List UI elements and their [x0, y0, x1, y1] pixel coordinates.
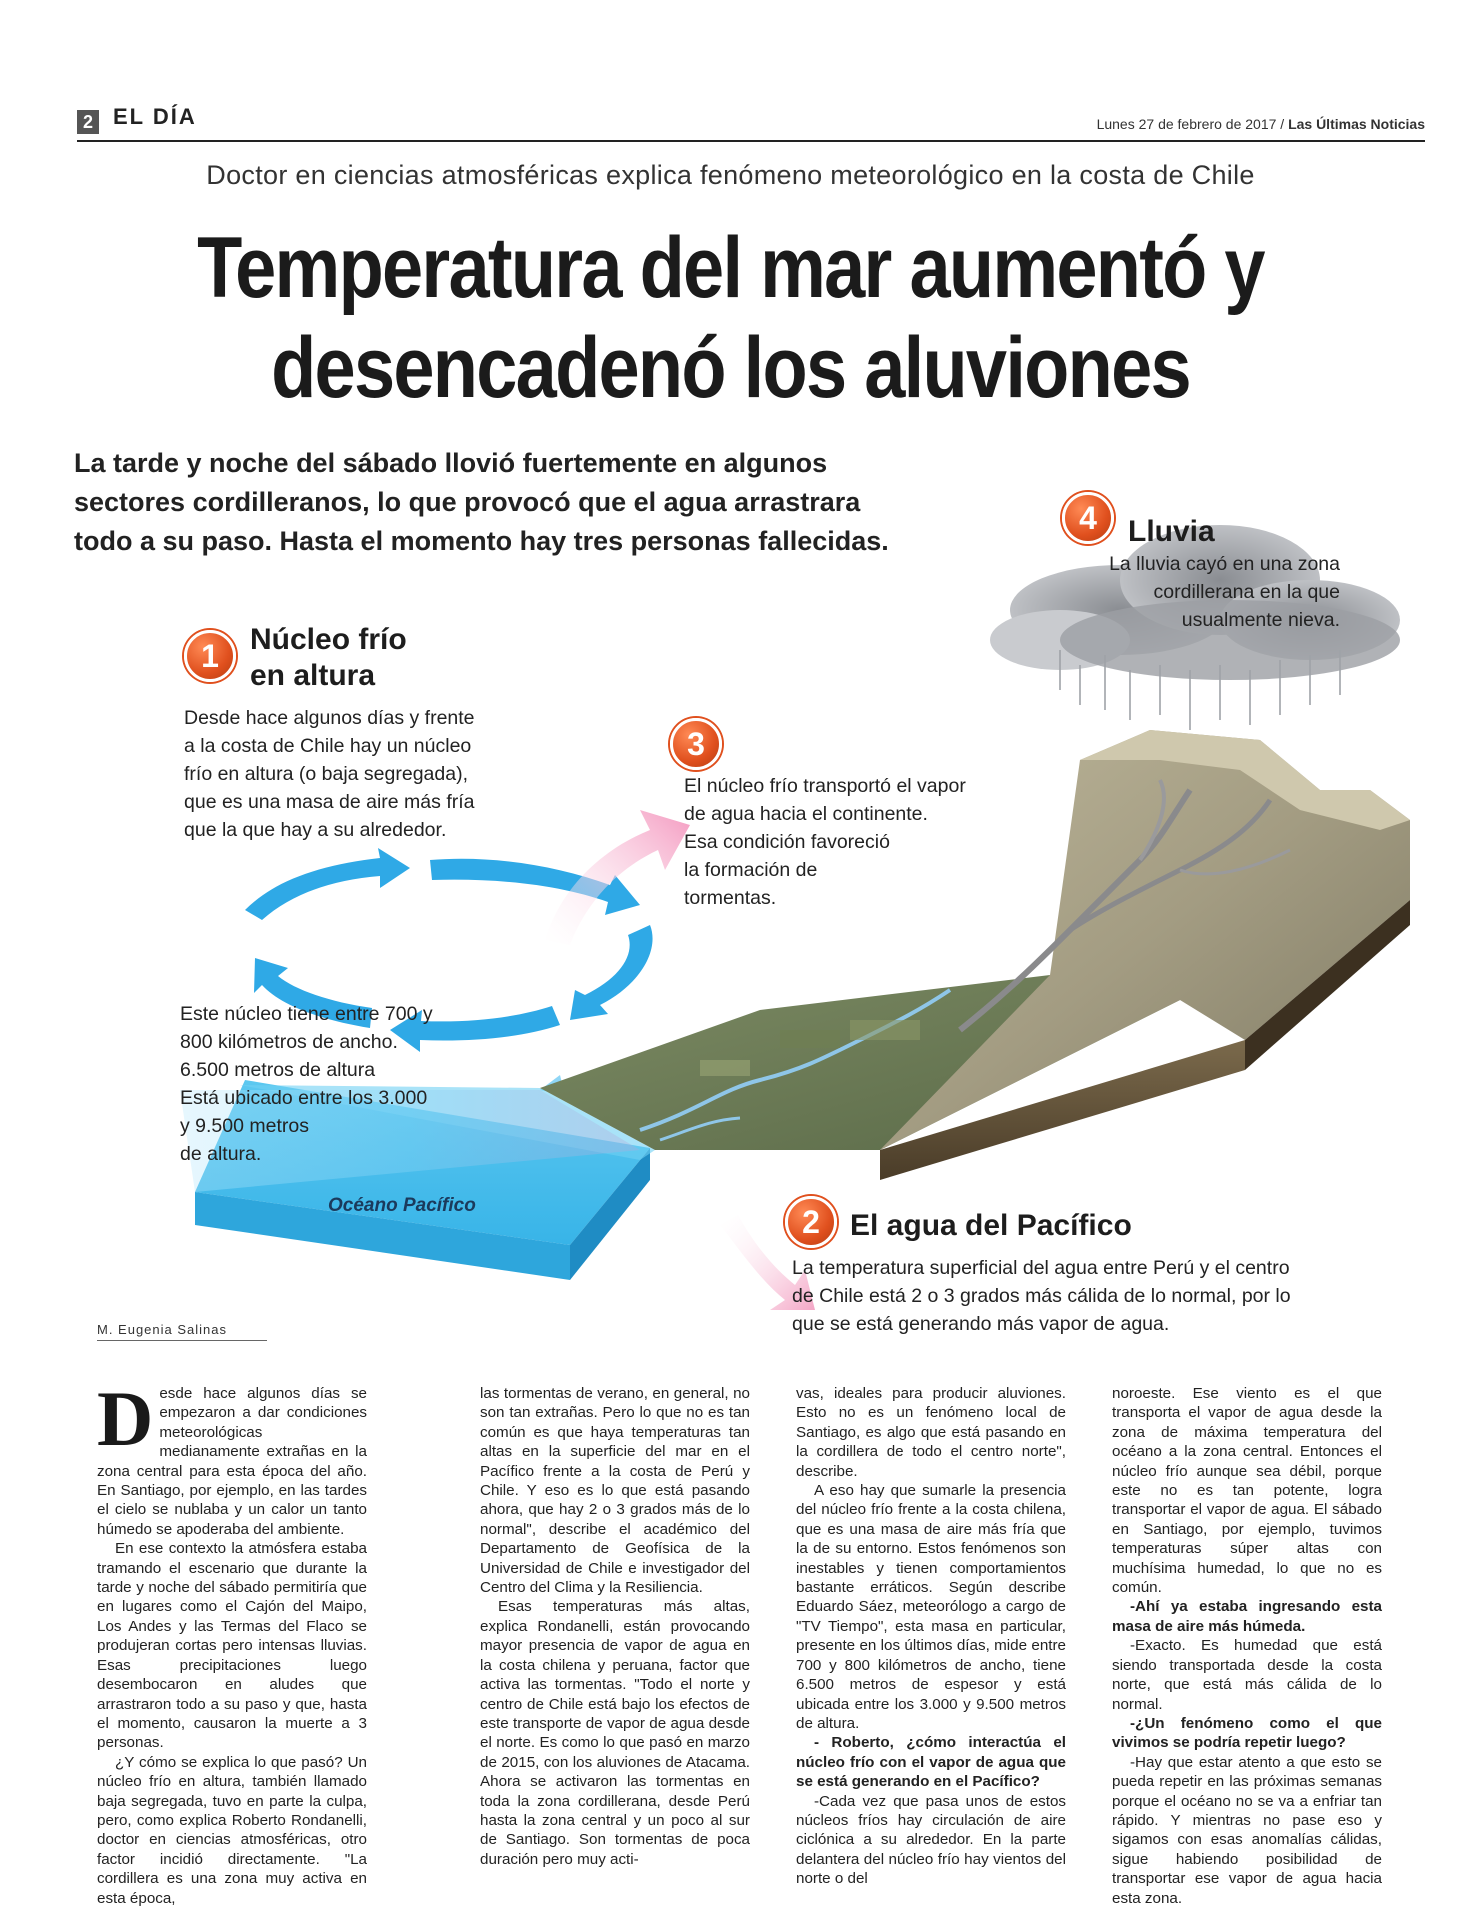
- text-line: Desde hace algunos días y frente: [184, 707, 475, 729]
- paragraph: noroeste. Ese viento es el que transporta el vapor de agua desde la zona de máxima temperatura del océano a la zona central. Entonces el núcleo frío aunque sea débil, porque este no es tan potente, logra transportar el vapor de agua. El sábado en Santiago, por ejemplo, tuvimos temperaturas súper altas con muchísima humedad, lo que no es común.: [1112, 1385, 1382, 1597]
- newspaper-name: Las Últimas Noticias: [1288, 116, 1425, 132]
- page-number: 2: [77, 110, 99, 134]
- lead-line: La tarde y noche del sábado llovió fuertemente en algunos: [74, 448, 828, 478]
- paragraph: -Hay que estar atento a que esto se pueda repetir en las próximas semanas porque el océano no se va a enfriar tan rápido. Y mientras no pase eso y sigamos con esas anomalías cálidas, sigue habiendo posibilidad de transportar ese vapor de agua hacia esta zona.: [1112, 1753, 1382, 1907]
- paragraph: -Cada vez que pasa unos de estos núcleos fríos hay circulación de aire ciclónica a su alrededor. En la parte delantera del núcleo frío hay vientos del norte o del: [796, 1792, 1066, 1888]
- headline: [154, 218, 1307, 418]
- step-3-badge: 3: [670, 718, 722, 770]
- text-line: de agua hacia el continente.: [684, 803, 928, 825]
- paragraph: En ese contexto la atmósfera estaba tramando el escenario que durante la tarde y noche del sábado permitiría que en lugares como el Cajón del Maipo, Los Andes y las Termas del Flaco se produjeran cortas pero intensas lluvias. Esas precipitaciones luego desembocaron en aludes que arrastraron todo a su paso y que, hasta el momento, causaron la muerte a 3 personas.: [97, 1540, 367, 1752]
- text-line: a la costa de Chile hay un núcleo: [184, 735, 472, 757]
- text-line: que es una masa de aire más fría: [184, 791, 475, 813]
- step-1-description: [184, 704, 475, 844]
- paragraph-text: esde hace algunos días se empezaron a dar condiciones meteorológicas medianamente extrañas en la zona central para esta época del año. En Santiago, por ejemplo, en las tardes el cielo se nublaba y un calor un tanto húmedo se apoderaba del ambiente.: [97, 1385, 367, 1538]
- ocean-label: Océano Pacífico: [328, 1195, 476, 1216]
- paragraph: [97, 1375, 367, 1539]
- text-line: La lluvia cayó en una zona: [1109, 553, 1340, 575]
- interview-question: -Ahí ya estaba ingresando esta masa de aire más húmeda.: [1112, 1598, 1382, 1635]
- paragraph: Esas temperaturas más altas, explica Rondanelli, están provocando mayor presencia de vapor de agua en la costa chilena y peruana, factor que activa las tormentas. "Todo el norte y centro de Chile está bajo los efectos de este transporte de vapor de agua desde el norte. Es como lo que pasó en marzo de 2015, con los aluviones de Atacama. Ahora se activaron las tormentas en toda la zona cordillerana, desde Perú hasta la zona central y un poco al sur de Santiago. Son tormentas de poca duración pero muy acti-: [480, 1598, 750, 1868]
- text-line: frío en altura (o baja segregada),: [184, 763, 469, 785]
- separator: /: [1280, 116, 1285, 132]
- step-2-description: [792, 1254, 1291, 1338]
- dateline: [1097, 116, 1425, 132]
- text-line: que se está generando más vapor de agua.: [792, 1313, 1170, 1335]
- lead-line: todo a su paso. Hasta el momento hay tres personas fallecidas.: [74, 526, 889, 556]
- step-2-title: El agua del Pacífico: [850, 1209, 1132, 1242]
- step-1-dimensions: [180, 1000, 433, 1168]
- headline-line-2: desencadenó los aluviones: [271, 320, 1190, 416]
- header-rule: [77, 140, 1425, 142]
- section-name: EL DÍA: [113, 104, 197, 129]
- interview-question: - Roberto, ¿cómo interactúa el núcleo frío con el vapor de agua que se está generando en el Pacífico?: [796, 1734, 1066, 1791]
- text-line: Esa condición favoreció: [684, 831, 890, 853]
- text-line: usualmente nieva.: [1181, 609, 1340, 631]
- lead-line: sectores cordilleranos, lo que provocó que el agua arrastrara: [74, 487, 861, 517]
- step-4-badge: 4: [1062, 492, 1114, 544]
- text-line: La temperatura superficial del agua entre Perú y el centro: [792, 1257, 1290, 1279]
- article-column-2: [480, 1384, 750, 1869]
- paragraph: A eso hay que sumarle la presencia del núcleo frío frente a la costa chilena, que es una masa de aire más fría que la de su entorno. Estos fenómenos son inestables y tienen comportamientos bastante erráticos. Según describe Eduardo Sáez, meteorólogo a cargo de "TV Tiempo", esta masa en particular, presente en los últimos días, mide entre 700 y 800 kilómetros de ancho, tiene 6.500 metros de espesor y está ubicada entre los 3.000 y 9.500 metros de altura.: [796, 1482, 1066, 1732]
- step-2-badge: 2: [785, 1196, 837, 1248]
- step-1-badge: 1: [184, 630, 236, 682]
- step-4-title: Lluvia: [1128, 515, 1215, 548]
- text-line: 6.500 metros de altura: [180, 1059, 376, 1081]
- byline: M. Eugenia Salinas: [97, 1322, 228, 1337]
- paragraph: las tormentas de verano, en general, no son tan extrañas. Pero lo que no es tan común es que haya temperaturas tan altas en la superficie del mar en el Pacífico frente a la costa de Perú y Chile. Y eso es lo que está pasando ahora, que hay 2 o 3 grados más de lo normal", describe el académico del Departamento de Geofísica de la Universidad de Chile e investigador del Centro del Clima y la Resiliencia.: [480, 1385, 750, 1597]
- paragraph: ¿Y cómo se explica lo que pasó? Un núcleo frío en altura, también llamado baja segregada, tuvo en parte la culpa, pero, como explica Roberto Rondanelli, doctor en ciencias atmosféricas, otro factor incidió directamente. "La cordillera es una zona muy activa en esta época,: [97, 1753, 367, 1907]
- kicker: Doctor en ciencias atmosféricas explica fenómeno meteorológico en la costa de Chile: [206, 160, 1255, 190]
- headline-line-1: Temperatura del mar aumentó y: [197, 220, 1264, 316]
- text-line: y 9.500 metros: [180, 1115, 309, 1137]
- text-line: 800 kilómetros de ancho.: [180, 1031, 398, 1053]
- article-column-4: [1112, 1384, 1382, 1908]
- text-line: Está ubicado entre los 3.000: [180, 1087, 428, 1109]
- paragraph: -Exacto. Es humedad que está siendo transportada desde la costa norte, que está más cálida de lo normal.: [1112, 1637, 1382, 1713]
- text-line: de Chile está 2 o 3 grados más cálida de lo normal, por lo: [792, 1285, 1291, 1307]
- text-line: la formación de: [684, 859, 818, 881]
- step-1-title: [250, 622, 407, 694]
- step-1-title-line: Núcleo frío: [250, 623, 407, 656]
- interview-question: -¿Un fenómeno como el que vivimos se podría repetir luego?: [1112, 1714, 1382, 1752]
- paragraph: vas, ideales para producir aluviones. Esto no es un fenómeno local de Santiago, es algo que está pasando en la cordillera de todo el centro norte", describe.: [796, 1385, 1066, 1480]
- step-4-description: [1040, 550, 1340, 634]
- article-column-1: [97, 1375, 367, 1908]
- text-line: Este núcleo tiene entre 700 y: [180, 1003, 433, 1025]
- drop-cap: D: [97, 1375, 154, 1462]
- step-3-description: [684, 772, 966, 912]
- text-line: que la que hay a su alrededor.: [184, 819, 447, 841]
- article-column-3: [796, 1384, 1066, 1889]
- text-line: cordillerana en la que: [1153, 581, 1340, 603]
- byline-rule: [97, 1340, 267, 1341]
- text-line: tormentas.: [684, 887, 777, 909]
- text-line: de altura.: [180, 1143, 262, 1165]
- step-1-title-line: en altura: [250, 659, 376, 692]
- text-line: El núcleo frío transportó el vapor: [684, 775, 966, 797]
- date: Lunes 27 de febrero de 2017: [1096, 116, 1277, 132]
